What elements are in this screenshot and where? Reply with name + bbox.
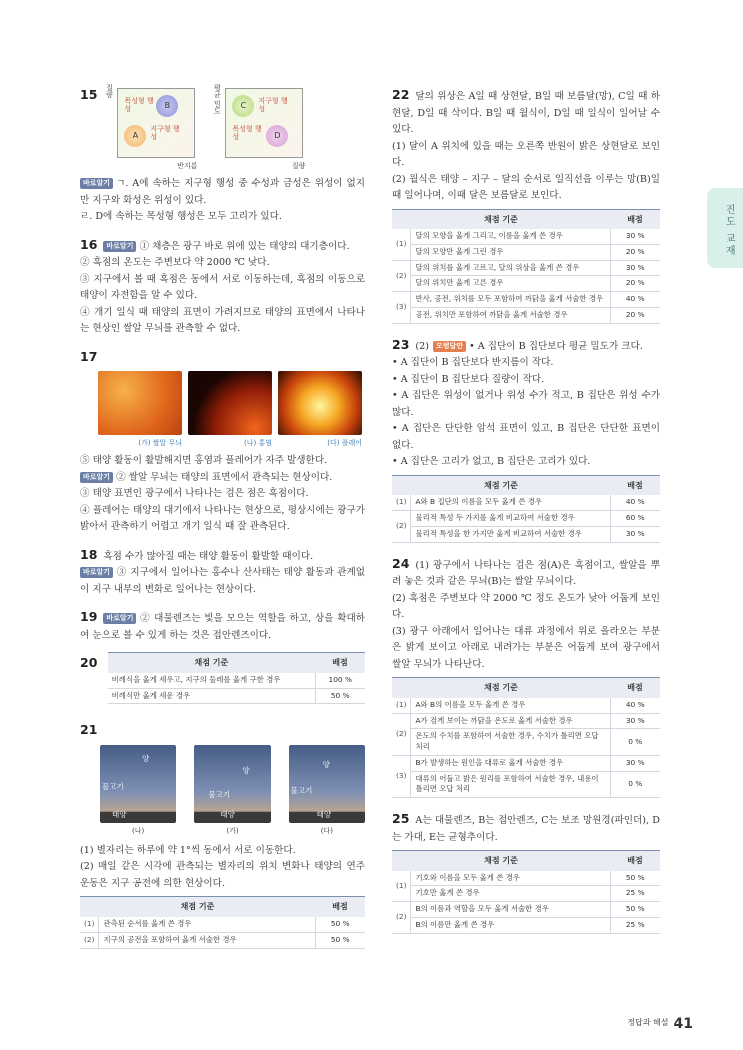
sub-cell: (2) xyxy=(80,932,99,948)
table-row xyxy=(392,729,660,755)
badge-model-answer: 모범답안 xyxy=(433,341,466,352)
criteria-cell: 온도의 수치를 포함하여 서술한 경우, 수치가 틀리면 오답 처리 xyxy=(411,729,610,755)
table-row xyxy=(392,526,660,542)
question-15 xyxy=(80,84,365,226)
table-header: 배점 xyxy=(610,475,660,495)
answer-bullet: • A 집단은 단단한 암석 표면이 있고, B 집단은 단단한 표면이 없다. xyxy=(392,423,660,451)
answer-line: ③ 지구에서 일어나는 홍수나 산사태는 태양 활동과 관계없이 지구 내부의 변화로 일어나는 현상이다. xyxy=(80,567,365,595)
table-header: 배점 xyxy=(610,678,660,698)
table-header: 채점 기준 xyxy=(392,209,610,229)
criteria-cell: 달의 모양을 옳게 그리고, 이름을 옳게 쓴 경우 xyxy=(411,229,610,244)
x-axis-label: 질량 xyxy=(291,161,306,170)
panel-caption: (가) xyxy=(226,826,239,835)
table-row xyxy=(392,260,660,276)
answer-line: 흑점 수가 많아질 때는 태양 활동이 활발할 때이다. xyxy=(103,550,314,562)
scoring-table xyxy=(392,850,660,934)
table-row xyxy=(392,886,660,902)
diagram-density-mass xyxy=(211,84,305,174)
score-cell: 30 % xyxy=(610,713,660,729)
table-row xyxy=(80,932,365,948)
table-row xyxy=(392,244,660,260)
sun-label: 태양 xyxy=(112,809,127,819)
diagram-mass-radius xyxy=(103,84,197,174)
table-header: 채점 기준 xyxy=(392,678,610,698)
answer-bullet: • A 집단은 고리가 없고, B 집단은 고리가 있다. xyxy=(392,456,591,468)
question-16 xyxy=(80,234,365,338)
score-cell: 40 % xyxy=(610,292,660,308)
zone-label: 목성형 행성 xyxy=(232,125,262,142)
sub-cell: (3) xyxy=(392,755,411,797)
criteria-cell: 물리적 특성을 한 가지만 옳게 비교하여 서술한 경우 xyxy=(411,526,610,542)
answer-line: ㄹ. D에 속하는 목성형 행성은 모두 고리가 있다. xyxy=(80,211,282,222)
page-number: 41 xyxy=(673,1015,693,1032)
question-number: 23 xyxy=(392,336,410,352)
side-tab-label: 진도 교재 xyxy=(723,204,735,258)
sky-panel xyxy=(194,745,270,823)
sub-cell: (2) xyxy=(392,511,411,542)
table-row xyxy=(392,229,660,244)
answer-bullet: • A 집단이 B 집단보다 반지름이 작다. xyxy=(392,357,554,369)
sub-cell: (1) xyxy=(392,229,411,260)
side-tab xyxy=(707,188,743,268)
answer-line: (1) 달이 A 위치에 있을 때는 오른쪽 반원이 밝은 상현달로 보인다. xyxy=(392,140,660,168)
criteria-cell: 대류의 어둡고 밝은 원리를 포함하여 서술한 경우, 내용이 틀리면 오답 처리 xyxy=(411,771,610,797)
table-header: 배점 xyxy=(315,653,365,673)
table-row xyxy=(392,495,660,510)
table-header: 채점 기준 xyxy=(392,475,610,495)
page-footer xyxy=(627,1012,693,1036)
score-cell: 100 % xyxy=(315,673,365,688)
badge-correction: 바로알기 xyxy=(80,567,113,578)
constellation-label: 양 xyxy=(142,753,150,763)
question-number: 21 xyxy=(80,722,98,738)
score-cell: 30 % xyxy=(610,526,660,542)
constellation-label: 물고기 xyxy=(290,785,313,795)
question-number: 19 xyxy=(80,609,98,625)
question-number: 25 xyxy=(392,811,410,826)
question-number: 18 xyxy=(80,546,98,562)
answer-line: A는 대물렌즈, B는 접안렌즈, C는 보조 망원경(파인더), D는 가대, E는 균형추이다. xyxy=(392,815,660,843)
left-column xyxy=(80,84,365,959)
scoring-table xyxy=(392,475,660,543)
scoring-table xyxy=(108,652,365,704)
scoring-table xyxy=(392,209,660,324)
table-header: 배점 xyxy=(610,209,660,229)
criteria-cell: A가 검게 보이는 까닭을 온도로 옳게 서술한 경우 xyxy=(411,713,610,729)
table-row xyxy=(392,713,660,729)
criteria-cell: A와 B의 이름을 모두 옳게 쓴 경우 xyxy=(411,698,610,713)
panel-captions xyxy=(100,825,365,837)
answer-line: ② 대물렌즈는 빛을 모으는 역할을 하고, 상을 확대하여 눈으로 볼 수 있게 하는 것은 접안렌즈이다. xyxy=(80,613,365,641)
criteria-cell: 달의 위치를 옳게 고르고, 달의 위상을 옳게 쓴 경우 xyxy=(411,260,610,276)
constellation-label: 양 xyxy=(242,765,250,775)
sun-label: 태양 xyxy=(316,809,332,819)
score-cell: 0 % xyxy=(610,729,660,755)
score-cell: 20 % xyxy=(610,307,660,323)
question-17 xyxy=(80,346,365,536)
answer-line: (1) 광구에서 나타나는 검은 점(A)은 흑점이고, 쌀알을 뿌려 놓은 것과 같은 무늬(B)는 쌀알 무늬이다. xyxy=(392,559,660,588)
x-axis-label: 반지름 xyxy=(177,161,198,170)
sub-cell: (3) xyxy=(392,292,411,323)
badge-correction: 바로알기 xyxy=(103,613,136,624)
circle-c: C xyxy=(232,95,254,117)
y-axis-label: 평균 밀도 xyxy=(213,84,222,115)
table-header: 채점 기준 xyxy=(80,897,315,917)
sub-cell: (2) xyxy=(392,260,411,291)
table-row xyxy=(392,307,660,323)
sun-label: 태양 xyxy=(220,809,235,819)
answer-line: (1) 별자리는 하루에 약 1°씩 동에서 서로 이동한다. xyxy=(80,844,296,856)
sky-panel xyxy=(100,745,176,823)
sub-cell: (1) xyxy=(392,698,411,713)
table-row xyxy=(392,902,660,918)
photo-caption: (다) 플레어 xyxy=(327,439,362,447)
table-row xyxy=(392,698,660,713)
question-24 xyxy=(392,553,660,798)
score-cell: 20 % xyxy=(610,276,660,292)
score-cell: 25 % xyxy=(610,886,660,902)
circle-a: A xyxy=(124,125,146,147)
scoring-table xyxy=(392,677,660,798)
score-cell: 30 % xyxy=(610,755,660,771)
table-row xyxy=(392,917,660,933)
question-19 xyxy=(80,606,365,644)
criteria-cell: 공전, 위치만 포함하여 까닭을 옳게 서술한 경우 xyxy=(411,307,610,323)
answer-line: 달의 위상은 A일 때 상현달, B일 때 보름달(망), C일 때 하현달, D일 때 삭이다. B일 때 월식이, D일 때 일식이 일어날 수 있다. xyxy=(392,91,660,135)
sub-cell: (2) xyxy=(392,902,411,933)
prominence-photo xyxy=(188,371,272,435)
question-18 xyxy=(80,544,365,599)
criteria-cell: 관측된 순서를 옳게 쓴 경우 xyxy=(99,917,315,932)
criteria-cell: 비례식만 옳게 세운 경우 xyxy=(108,688,315,704)
panel-caption: (나) xyxy=(132,826,145,835)
table-row xyxy=(392,292,660,308)
score-cell: 20 % xyxy=(610,244,660,260)
criteria-cell: B의 이름과 역할을 모두 옳게 서술한 경우 xyxy=(411,902,610,918)
question-number: 22 xyxy=(392,87,410,102)
question-number: 16 xyxy=(80,236,98,252)
badge-correction: 바로알기 xyxy=(103,241,136,252)
zone-label: 목성형 행성 xyxy=(124,97,154,114)
criteria-cell: 지구의 공전을 포함하여 옳게 서술한 경우 xyxy=(99,932,315,948)
score-cell: 60 % xyxy=(610,511,660,527)
constellation-panels xyxy=(100,745,365,823)
badge-correction: 바로알기 xyxy=(80,472,113,483)
score-cell: 50 % xyxy=(610,902,660,918)
constellation-label: 양 xyxy=(322,759,330,769)
constellation-label: 물고기 xyxy=(208,789,231,799)
table-header: 배점 xyxy=(610,851,660,871)
panel-caption: (다) xyxy=(320,826,333,835)
score-cell: 30 % xyxy=(610,229,660,244)
table-row xyxy=(392,871,660,886)
criteria-cell: 달의 위치만 옳게 고른 경우 xyxy=(411,276,610,292)
sub-cell: (1) xyxy=(392,871,411,902)
score-cell: 40 % xyxy=(610,698,660,713)
diagram-box xyxy=(225,88,303,158)
photo-caption: (나) 홍염 xyxy=(244,439,272,447)
circle-b: B xyxy=(156,95,178,117)
planet-diagrams xyxy=(103,84,305,174)
sub-cell: (1) xyxy=(392,495,411,510)
answer-line: ④ 개기 일식 때 태양의 표면이 가려지므로 태양의 표면에서 나타나는 현상인 쌀알 무늬를 관측할 수 없다. xyxy=(80,306,365,334)
question-21 xyxy=(80,719,365,948)
answer-line: ④ 플레어는 태양의 대기에서 나타나는 현상으로, 평상시에는 광구가 밝아서 관측하기 어렵고 개기 일식 때 잘 관측된다. xyxy=(80,504,365,533)
sun-photos xyxy=(98,371,365,435)
answer-line: ② 쌀알 무늬는 태양의 표면에서 관측되는 현상이다. xyxy=(116,471,333,483)
question-25 xyxy=(392,808,660,934)
score-cell: 50 % xyxy=(315,917,365,932)
criteria-cell: 기호와 이름을 모두 옳게 쓴 경우 xyxy=(411,871,610,886)
answer-bullet: • A 집단이 B 집단보다 평균 밀도가 크다. xyxy=(469,340,643,352)
table-row xyxy=(392,511,660,527)
table-header: 배점 xyxy=(315,897,365,917)
table-row xyxy=(80,917,365,932)
sky-panel xyxy=(289,745,365,823)
sub-cell: (1) xyxy=(80,917,99,932)
answer-line: (2) 월식은 태양 – 지구 – 달의 순서로 일직선을 이루는 망(B)일 때 일어나며, 이때 달은 보름달로 보인다. xyxy=(392,173,660,201)
criteria-cell: 비례식을 옳게 세우고, 지구의 둘레를 옳게 구한 경우 xyxy=(108,673,315,688)
photo-captions xyxy=(98,437,365,449)
answer-line: (3) 광구 아래에서 일어나는 대류 과정에서 위로 올라오는 부분은 밝게 보이고 아래로 내려가는 부분은 어둡게 보여 광구에서 쌀알 무늬가 나타난다. xyxy=(392,625,660,670)
badge-correction: 바로알기 xyxy=(80,178,113,189)
answer-bullet: • A 집단이 B 집단보다 질량이 작다. xyxy=(392,373,545,385)
flare-photo xyxy=(278,371,362,435)
question-20 xyxy=(80,652,365,714)
score-cell: 40 % xyxy=(610,495,660,510)
footer-label: 정답과 해설 xyxy=(627,1017,669,1027)
constellation-label: 물고기 xyxy=(102,781,124,791)
score-cell: 50 % xyxy=(315,932,365,948)
table-header: 채점 기준 xyxy=(108,653,315,673)
table-header: 채점 기준 xyxy=(392,851,610,871)
photo-caption: (가) 쌀알 무늬 xyxy=(138,439,182,447)
criteria-cell: 물리적 특성 두 가지를 옳게 비교하여 서술한 경우 xyxy=(411,511,610,527)
table-row xyxy=(108,673,365,688)
answer-bullet: • A 집단은 위성이 없거나 위성 수가 적고, B 집단은 위성 수가 많다. xyxy=(392,390,660,418)
sub-number: (2) xyxy=(415,340,429,352)
answer-line: ⑤ 태양 활동이 활발해지면 홍염과 플레어가 자주 발생한다. xyxy=(80,455,328,467)
score-cell: 25 % xyxy=(610,917,660,933)
criteria-cell: B가 발생하는 원인을 대류로 옳게 서술한 경우 xyxy=(411,755,610,771)
score-cell: 0 % xyxy=(610,771,660,797)
zone-label: 지구형 행성 xyxy=(258,97,288,114)
zone-label: 지구형 행성 xyxy=(150,125,180,142)
answer-line: ③ 태양 표면인 광구에서 나타나는 검은 점은 흑점이다. xyxy=(80,488,309,500)
answer-line: ㄱ. A에 속하는 지구형 행성 중 수성과 금성은 위성이 없지만 지구와 화성은 위성이 있다. xyxy=(80,178,365,206)
question-number: 15 xyxy=(80,87,98,102)
sub-cell: (2) xyxy=(392,713,411,755)
circle-d: D xyxy=(266,125,288,147)
right-column xyxy=(392,84,660,944)
criteria-cell: A와 B 집단의 이름을 모두 옳게 쓴 경우 xyxy=(411,495,610,510)
question-22 xyxy=(392,84,660,324)
question-number: 24 xyxy=(392,555,410,571)
score-cell: 50 % xyxy=(610,871,660,886)
table-row xyxy=(108,688,365,704)
answer-line: ② 흑점의 온도는 주변보다 약 2000 ℃ 낮다. xyxy=(80,257,270,268)
y-axis-label: 질량 xyxy=(105,84,114,98)
criteria-cell: 반사, 공전, 위치를 모두 포함하여 까닭을 옳게 서술한 경우 xyxy=(411,292,610,308)
granulation-photo xyxy=(98,371,182,435)
answer-line: (2) 흑점은 주변보다 약 2000 ℃ 정도 온도가 낮아 어둡게 보인다. xyxy=(392,592,660,621)
score-cell: 50 % xyxy=(315,688,365,704)
score-cell: 30 % xyxy=(610,260,660,276)
table-row xyxy=(392,755,660,771)
criteria-cell: B의 이름만 옳게 쓴 경우 xyxy=(411,917,610,933)
criteria-cell: 달의 모양만 옳게 그린 경우 xyxy=(411,244,610,260)
diagram-box xyxy=(117,88,195,158)
table-row xyxy=(392,771,660,797)
answer-line: ③ 지구에서 볼 때 흑점은 동에서 서로 이동하는데, 흑점의 이동으로 태양이 자전함을 알 수 있다. xyxy=(80,273,365,301)
table-row xyxy=(392,276,660,292)
question-number: 20 xyxy=(80,655,98,671)
question-23 xyxy=(392,334,660,543)
question-number: 17 xyxy=(80,348,98,364)
answer-line: ① 채층은 광구 바로 위에 있는 태양의 대기층이다. xyxy=(139,240,350,252)
criteria-cell: 기호만 옳게 쓴 경우 xyxy=(411,886,610,902)
answer-line: (2) 매일 같은 시각에 관측되는 별자리의 위치 변화나 태양의 연주 운동은 지구 공전에 의한 현상이다. xyxy=(80,861,365,889)
scoring-table xyxy=(80,896,365,948)
